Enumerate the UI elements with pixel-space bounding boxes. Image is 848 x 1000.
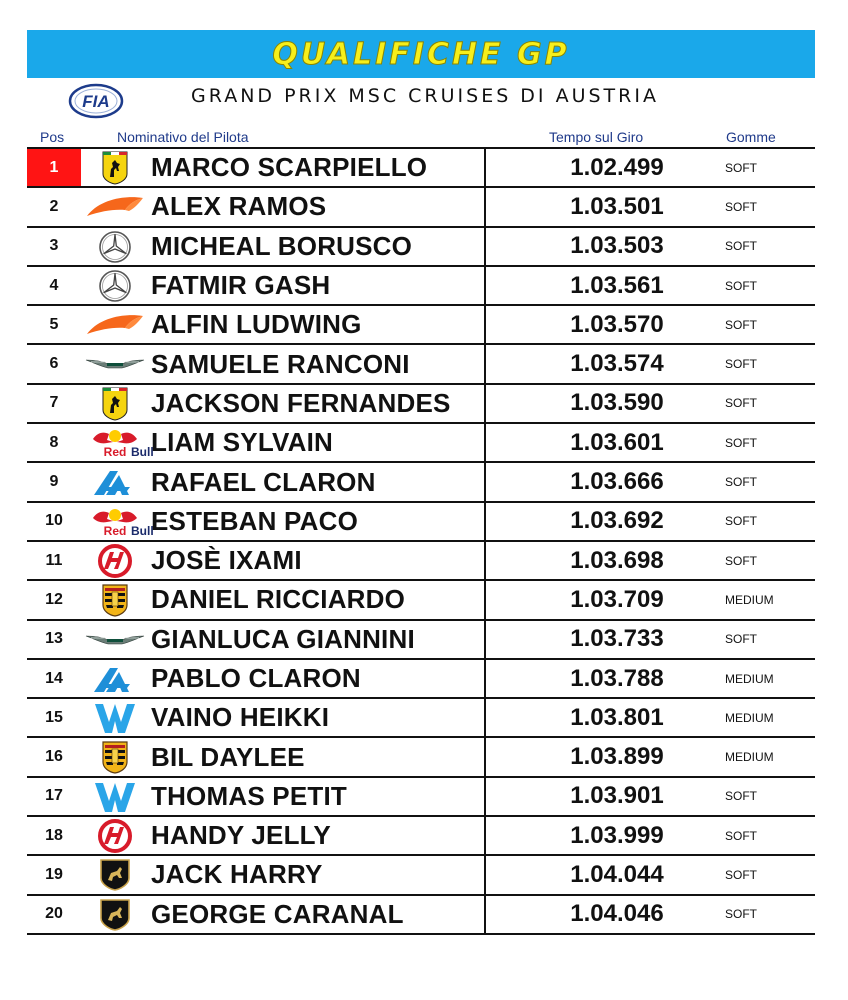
tyre-compound: SOFT (725, 553, 757, 568)
tyre-compound: SOFT (725, 278, 757, 293)
table-row (27, 658, 815, 697)
position-cell: 14 (45, 669, 63, 687)
lap-time: 1.03.574 (570, 350, 664, 378)
haas-icon (83, 544, 147, 578)
position-cell: 18 (45, 826, 63, 844)
table-row (27, 736, 815, 775)
lap-time: 1.03.503 (570, 232, 664, 260)
driver-name: DANIEL RICCIARDO (151, 584, 406, 615)
table-row (27, 815, 815, 854)
position-cell: 17 (45, 787, 63, 805)
position-cell: 3 (49, 237, 59, 255)
column-divider (484, 343, 486, 382)
column-divider (484, 383, 486, 422)
lap-time: 1.03.561 (570, 271, 664, 299)
lap-time: 1.03.666 (570, 468, 664, 496)
position-cell: 10 (45, 512, 63, 530)
lap-time: 1.03.801 (570, 703, 664, 731)
column-divider (484, 461, 486, 500)
tyre-compound: MEDIUM (725, 710, 774, 725)
driver-name: VAINO HEIKKI (151, 702, 330, 733)
column-divider (484, 304, 486, 343)
tyre-compound: SOFT (725, 514, 757, 529)
table-row (27, 854, 815, 893)
position-cell: 11 (45, 551, 63, 569)
tyre-compound: SOFT (725, 475, 757, 490)
column-divider (484, 776, 486, 815)
position-cell: 4 (49, 276, 59, 294)
driver-name: FATMIR GASH (151, 270, 331, 301)
tyre-compound: SOFT (725, 789, 757, 804)
lap-time: 1.03.570 (570, 310, 664, 338)
lap-time: 1.03.590 (570, 389, 664, 417)
table-row (27, 619, 815, 658)
driver-name: LIAM SYLVAIN (151, 427, 333, 458)
results-table (27, 147, 815, 935)
table-row (27, 501, 815, 540)
mclaren-icon (83, 308, 147, 342)
tyre-compound: SOFT (725, 907, 757, 922)
column-divider (484, 736, 486, 775)
column-divider (484, 501, 486, 540)
table-row (27, 422, 815, 461)
position-cell: 9 (49, 473, 59, 491)
table-row (27, 579, 815, 618)
lap-time: 1.03.698 (570, 546, 664, 574)
tyre-compound: SOFT (725, 435, 757, 450)
driver-name: RAFAEL CLARON (151, 466, 376, 497)
table-row (27, 461, 815, 500)
table-row (27, 776, 815, 815)
driver-name: JACKSON FERNANDES (151, 387, 451, 418)
column-divider (484, 697, 486, 736)
driver-name: BIL DAYLEE (151, 741, 305, 772)
svg-text:Red: Red (103, 523, 127, 538)
tyre-compound: SOFT (725, 317, 757, 332)
lap-time: 1.03.901 (570, 782, 664, 810)
column-divider (484, 147, 486, 186)
tyre-compound: SOFT (725, 239, 757, 254)
svg-text:Bull: Bull (131, 523, 154, 538)
driver-name: GIANLUCA GIANNINI (151, 623, 415, 654)
position-cell: 5 (49, 315, 59, 333)
alpine-icon (83, 465, 147, 499)
svg-text:Bull: Bull (131, 445, 154, 460)
driver-name: JOSÈ IXAMI (151, 545, 302, 576)
lap-time: 1.03.733 (570, 625, 664, 653)
lap-time: 1.04.046 (570, 900, 664, 928)
lap-time: 1.03.788 (570, 664, 664, 692)
fia-logo (68, 83, 124, 119)
red-bull-icon (83, 426, 154, 460)
ferrari-icon (83, 387, 147, 421)
svg-text:Red: Red (103, 445, 127, 460)
lap-time: 1.03.899 (570, 743, 664, 771)
table-row (27, 697, 815, 736)
column-header-driver: Nominativo del Pilota (117, 129, 249, 145)
column-divider (484, 658, 486, 697)
column-divider (484, 619, 486, 658)
table-row (27, 343, 815, 382)
lap-time: 1.03.999 (570, 821, 664, 849)
event-subtitle: GRAND PRIX MSC CRUISES DI AUSTRIA (191, 85, 659, 107)
position-cell: 19 (45, 865, 63, 883)
lap-time: 1.04.044 (570, 860, 664, 888)
porsche-icon (83, 740, 147, 774)
position-cell: 1 (27, 149, 81, 186)
column-divider (484, 226, 486, 265)
position-cell: 15 (45, 708, 63, 726)
column-divider (484, 540, 486, 579)
title-banner (27, 30, 815, 78)
position-cell: 7 (49, 394, 59, 412)
alpine-icon (83, 662, 147, 696)
williams-icon (83, 701, 147, 735)
tyre-compound: SOFT (725, 199, 757, 214)
position-cell: 16 (45, 748, 63, 766)
position-cell: 2 (49, 197, 59, 215)
driver-name: MARCO SCARPIELLO (151, 152, 428, 183)
table-row (27, 304, 815, 343)
table-row (27, 894, 815, 935)
column-divider (484, 422, 486, 461)
table-row (27, 265, 815, 304)
position-cell: 20 (45, 905, 63, 923)
column-divider (484, 894, 486, 933)
lap-time: 1.03.501 (570, 192, 664, 220)
aston-martin-icon (83, 623, 147, 657)
column-divider (484, 579, 486, 618)
haas-icon (83, 819, 147, 853)
driver-name: ESTEBAN PACO (151, 505, 359, 536)
fia-logo-text: FIA (82, 92, 110, 111)
column-divider (484, 854, 486, 893)
column-header-tyres: Gomme (726, 129, 776, 145)
williams-icon (83, 780, 147, 814)
tyre-compound: MEDIUM (725, 671, 774, 686)
column-divider (484, 186, 486, 225)
driver-name: ALFIN LUDWING (151, 309, 362, 340)
position-cell: 8 (49, 433, 59, 451)
red-bull-icon (83, 505, 154, 539)
tyre-compound: SOFT (725, 828, 757, 843)
lap-time: 1.03.601 (570, 428, 664, 456)
tyre-compound: SOFT (725, 160, 757, 175)
position-cell: 12 (45, 590, 63, 608)
tyre-compound: SOFT (725, 632, 757, 647)
column-header-lap-time: Tempo sul Giro (549, 129, 644, 145)
column-divider (484, 815, 486, 854)
mercedes-icon (83, 230, 147, 264)
mercedes-icon (83, 269, 147, 303)
driver-name: THOMAS PETIT (151, 780, 347, 811)
porsche-icon (83, 583, 147, 617)
tyre-compound: SOFT (725, 357, 757, 372)
table-row (27, 186, 815, 225)
lamborghini-icon (83, 858, 147, 892)
table-row (27, 226, 815, 265)
tyre-compound: MEDIUM (725, 750, 774, 765)
table-row (27, 383, 815, 422)
table-row (27, 147, 815, 186)
aston-martin-icon (83, 347, 147, 381)
driver-name: HANDY JELLY (151, 820, 331, 851)
driver-name: PABLO CLARON (151, 663, 361, 693)
lamborghini-icon (83, 898, 147, 932)
tyre-compound: MEDIUM (725, 592, 774, 607)
position-cell: 6 (49, 355, 59, 373)
lap-time: 1.03.692 (570, 507, 664, 535)
tyre-compound: SOFT (725, 867, 757, 882)
driver-name: JACK HARRY (151, 859, 323, 890)
ferrari-icon (83, 151, 147, 185)
lap-time: 1.02.499 (570, 153, 664, 181)
driver-name: SAMUELE RANCONI (151, 348, 410, 379)
driver-name: ALEX RAMOS (151, 191, 327, 222)
column-header-pos: Pos (40, 129, 65, 145)
driver-name: GEORGE CARANAL (151, 898, 404, 929)
position-cell: 13 (45, 630, 63, 648)
tyre-compound: SOFT (725, 396, 757, 411)
lap-time: 1.03.709 (570, 585, 664, 613)
mclaren-icon (83, 190, 147, 224)
page-title: QUALIFICHE GP (272, 36, 570, 72)
column-divider (484, 265, 486, 304)
driver-name: MICHEAL BORUSCO (151, 230, 413, 261)
table-row (27, 540, 815, 579)
